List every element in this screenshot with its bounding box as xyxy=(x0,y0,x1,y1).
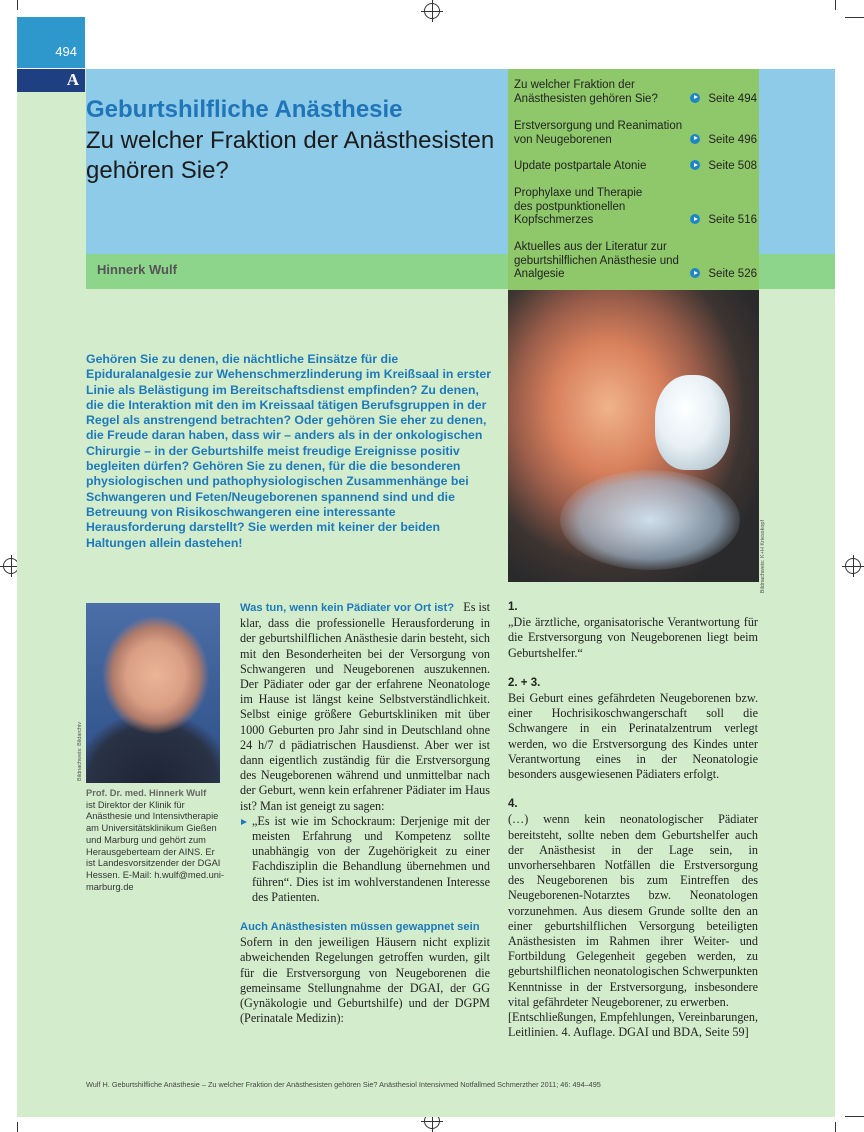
item-number: 4. xyxy=(508,798,518,811)
article-subtitle: Zu welcher Fraktion der Anästhesisten gehören Sie? xyxy=(86,127,495,184)
citation-footer: Wulf H. Geburtshilfliche Anästhesie – Zu welcher Fraktion der Anästhesisten gehören Sie? Anästhesiol Intensivmed Notfallmed Schmerzther 2011; 46: 494–495 xyxy=(86,1080,601,1089)
section-heading: Auch Anästhesisten müssen gewappnet sein xyxy=(240,921,480,934)
body-text: Es ist klar, dass die professionelle Herausforderung in der geburtshilflichen Anästhesie darin besteht, sich mit den Besonderheiten bei der Versorgung von Schwangeren und Neugeborenen auszukennen. Der Pädiater oder gar der erfahrene Neonatologe im Hause ist längst keine Selbstverständlichkeit. Selbst einige größere Geburtskliniken mit über 1000 Geburten pro Jahr sind in Deutschland ohne 24 h/7 d pädiatrischen Hausdienst. Aber wer ist dann eigentlich zuständig für die Erstversorgung des Neugeborenen während und unmittelbar nach der Geburt, wenn kein erfahrener Pädiater im Haus ist? Man ist geneigt zu sagen: xyxy=(240,600,491,813)
text-column-1 xyxy=(240,600,490,1026)
registration-mark-top xyxy=(424,3,440,19)
author-photo xyxy=(86,603,220,783)
body-text: Sofern in den jeweiligen Häusern nicht explizit abweichenden Regelungen getroffen wurden, gilt für die Erstversorgung von Neugeborenen die gemeinsame Stellungnahme der DGAI, der GG (Gynäkologie und Geburtshilfe) und der DGPM (Perinatale Medizin): xyxy=(240,935,490,1026)
article-title: Geburtshilfliche Anästhesie xyxy=(86,96,403,123)
arrow-right-icon xyxy=(690,268,700,278)
lead-paragraph: Gehören Sie zu denen, die nächtliche Einsätze für die Epiduralanalgesie zur Wehenschmerzlinderung im Kreißsaal in erster Linie als Belästigung im Bereitschaftsdienst empfinden? Zu denen, die die Interaktion mit den im Kreissaal tätigen Berufsgruppen in der Regel als anstrengend betrachten? Oder gehören Sie eher zu denen, die Freude daran haben, dass wir – anders als in der onkologischen Chirurgie – in der Geburtshilfe meist freudige Ereignisse positiv begleiten dürfen? Gehören Sie zu denen, für die die besonderen physiologischen und pathophysiologischen Zusammenhänge bei Schwangeren und Feten/Neugeborenen spannend sind und die Betreuung von Risikoschwangeren eine interessante Herausforderung darstellt? Sie werden mit keiner der beiden Haltungen allein dastehen! xyxy=(86,352,492,550)
crop-mark xyxy=(835,1122,836,1132)
item-number: 1. xyxy=(508,601,518,613)
author-caption xyxy=(86,788,226,893)
item-number: 2. + 3. xyxy=(508,676,541,689)
crop-mark xyxy=(17,0,18,10)
arrow-right-icon xyxy=(690,93,700,103)
text-column-2 xyxy=(508,600,758,1040)
toc-item[interactable]: Aktuelles aus der Literatur zur geburtshilflichen Anästhesie und Analgesie Seite 526 xyxy=(514,241,757,281)
toc-item[interactable]: Update postpartale Atonie Seite 508 xyxy=(514,160,757,172)
reference-text: [Entschließungen, Empfehlungen, Vereinbarungen, Leitlinien. 4. Auflage. DGAI und BDA, Seite 59] xyxy=(508,1010,758,1040)
body-text: Bei Geburt eines gefährdeten Neugeborenen bzw. einer Hochrisikoschwangerschaft soll die Schwangere in ein Perinatalzentrum verlegt werden, wo die Erstversorgung des Kindes unter Verantwortung eines in der Neonatologie besonders ausgewiesenen Pädiaters erfolgt. xyxy=(508,691,758,782)
photo-credit: Bildnachweis: K+H Kriesskopf xyxy=(760,520,766,594)
section-heading: Was tun, wenn kein Pädiater vor Ort ist? xyxy=(240,602,455,614)
newborn-photo-mask xyxy=(655,375,730,470)
toc-item[interactable]: Prophylaxe und Therapie des postpunktionellen Kopfschmerzes Seite 516 xyxy=(514,187,757,227)
quote-bullet: „Es ist wie im Schockraum: Derjenige mit der meisten Erfahrung und Kompetenz sollte unabhängig von der Zugehörigkeit zu einer Fachdisziplin die Behandlung übernehmen und führen“. Dies ist im wohlverstandenen Interesse des Patienten. xyxy=(240,814,490,905)
photo-credit: Bildnachweis: Bildarchiv xyxy=(77,722,83,781)
crop-mark xyxy=(845,1116,864,1117)
author-name: Hinnerk Wulf xyxy=(97,262,177,277)
arrow-right-icon xyxy=(690,214,700,224)
arrow-right-icon xyxy=(690,160,700,170)
newborn-photo-blanket xyxy=(560,470,740,570)
body-text: (…) wenn kein neonatologischer Pädiater bereitsteht, sollte neben dem Geburtshelfer auch der Anästhesist in der Lage sein, in unvorhersehbaren Notfällen die Erstversorgung des Neugeborenen bis zum Eintreffen des Neugeborenen-Notarztes bzw. Neonatologen vorzunehmen. Aus diesem Grunde sollte den an einer geburtshilflichen Versorgung beteiligten Anästhesisten im Rahmen ihrer Weiter- und Fortbildung Gelegenheit gegeben werden, zu geburtshilflichen neonatologischen Schwerpunkten Kenntnisse in der Erstversorgung, insbesondere vital gefährdeter Neugeborener, zu erwerben. xyxy=(508,812,758,1009)
caption-text: ist Direktor der Klinik für Anästhesie und Intensivtherapie am Universitätsklinikum Gießen und Marburg und gehört zum Herausgeberteam der AINS. Er ist Landesvorsitzender der DGAI Hessen. E-Mail: h.wulf@med.uni-marburg.de xyxy=(86,799,225,892)
arrow-right-icon xyxy=(690,134,700,144)
crop-mark xyxy=(17,1122,18,1132)
crop-mark xyxy=(845,17,864,18)
toc-item[interactable]: Erstversorgung und Reanimation von Neugeborenen Seite 496 xyxy=(514,120,757,146)
crop-mark xyxy=(835,0,836,10)
body-text: „Die ärztliche, organisatorische Verantwortung für die Erstversorgung von Neugeborenen liegt beim Geburtshelfer.“ xyxy=(508,615,758,660)
page-number-box xyxy=(17,17,85,68)
registration-mark-right xyxy=(845,558,861,574)
section-letter: A xyxy=(66,70,79,89)
toc-item[interactable]: Zu welcher Fraktion der Anästhesisten gehören Sie? Seite 494 xyxy=(514,79,757,105)
caption-name: Prof. Dr. med. Hinnerk Wulf xyxy=(86,788,207,798)
page-number: 494 xyxy=(55,44,77,59)
